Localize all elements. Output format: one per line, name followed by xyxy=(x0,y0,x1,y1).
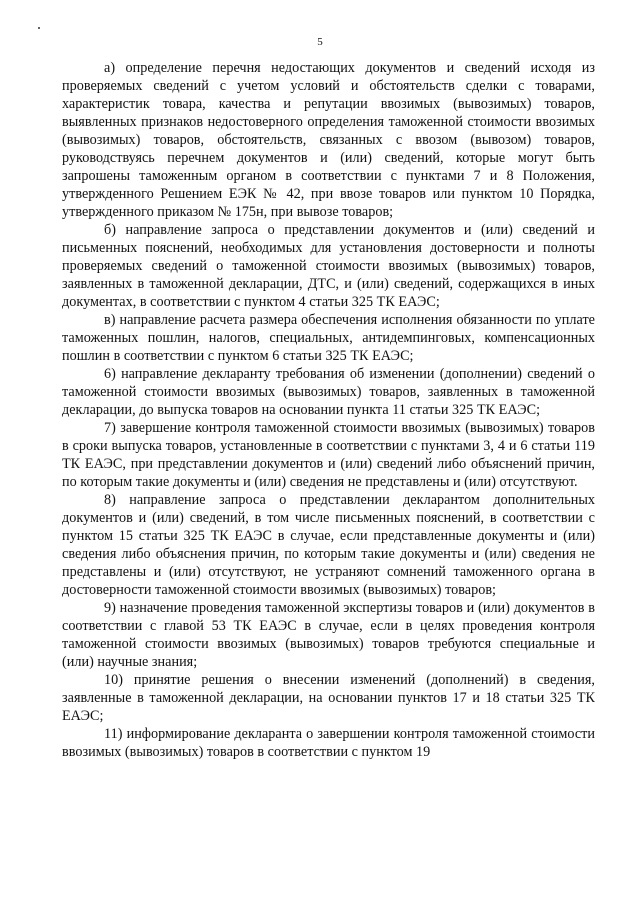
paragraph-a: а) определение перечня недостающих документов и сведений исходя из проверяемых сведений с учетом условий и обстоятельств сделки с товарами, характеристик товара, качества и репутации ввозимых (вывозимых) товаров, выявленных признаков недостоверного определения таможенной стоимости ввозимых (вывозимых) товаров, обстоятельств, связанных с ввозом (вывозом) товаров, руководствуясь перечнем документов и (или) сведений, которые могут быть запрошены таможенным органом в соответствии с пунктами 7 и 8 Положения, утвержденного Решением ЕЭК № 42, при ввозе товаров или пунктом 10 Порядка, утвержденного приказом № 175н, при вывозе товаров; xyxy=(62,60,595,220)
paragraph-9: 9) назначение проведения таможенной экспертизы товаров и (или) документов в соответствии с главой 53 ТК ЕАЭС в случае, если в целях проведения контроля таможенной стоимости ввозимых (вывозимых) товаров требуются специальные и (или) научные знания; xyxy=(62,600,595,670)
paragraph-8: 8) направление запроса о представлении декларантом дополнительных документов и (или) сведений, в том числе письменных пояснений, в соответствии с пунктом 15 статьи 325 ТК ЕАЭС в случае, если представленные документы и (или) сведения либо объяснения причин, по которым такие документы и (или) сведения не представлены и (или) отсутствуют, не устраняют сомнений таможенного органа в достоверности таможенной стоимости ввозимых (вывозимых) товаров; xyxy=(62,492,595,598)
paragraph-b: б) направление запроса о представлении документов и (или) сведений и письменных пояснений, необходимых для установления достоверности и полноты проверяемых сведений о таможенной стоимости ввозимых (вывозимых) товаров, заявленных в таможенной декларации, ДТС, и (или) сведений, содержащихся в иных документах, в соответствии с пунктом 4 статьи 325 ТК ЕАЭС; xyxy=(62,222,595,310)
page-number: 5 xyxy=(317,36,323,48)
paragraph-6: 6) направление декларанту требования об изменении (дополнении) сведений о таможенной стоимости ввозимых (вывозимых) товаров, заявленных в таможенной декларации, до выпуска товаров на основании пункта 11 статьи 325 ТК ЕАЭС; xyxy=(62,366,595,418)
paragraph-11: 11) информирование декларанта о завершении контроля таможенной стоимости ввозимых (вывозимых) товаров в соответствии с пунктом 19 xyxy=(62,726,595,760)
scan-speck xyxy=(38,27,40,29)
paragraph-v: в) направление расчета размера обеспечения исполнения обязанности по уплате таможенных пошлин, налогов, специальных, антидемпинговых, компенсационных пошлин в соответствии с пунктом 6 статьи 325 ТК ЕАЭС; xyxy=(62,312,595,364)
paragraph-7: 7) завершение контроля таможенной стоимости ввозимых (вывозимых) товаров в сроки выпуска товаров, установленные в соответствии с пунктами 3, 4 и 6 статьи 119 ТК ЕАЭС, при представлении документов и (или) сведений либо объяснений причин, по которым такие документы и (или) сведения не представлены и (или) отсутствуют. xyxy=(62,420,595,490)
document-body xyxy=(62,59,595,761)
paragraph-10: 10) принятие решения о внесении изменений (дополнений) в сведения, заявленные в таможенной декларации, на основании пунктов 17 и 18 статьи 325 ТК ЕАЭС; xyxy=(62,672,595,724)
